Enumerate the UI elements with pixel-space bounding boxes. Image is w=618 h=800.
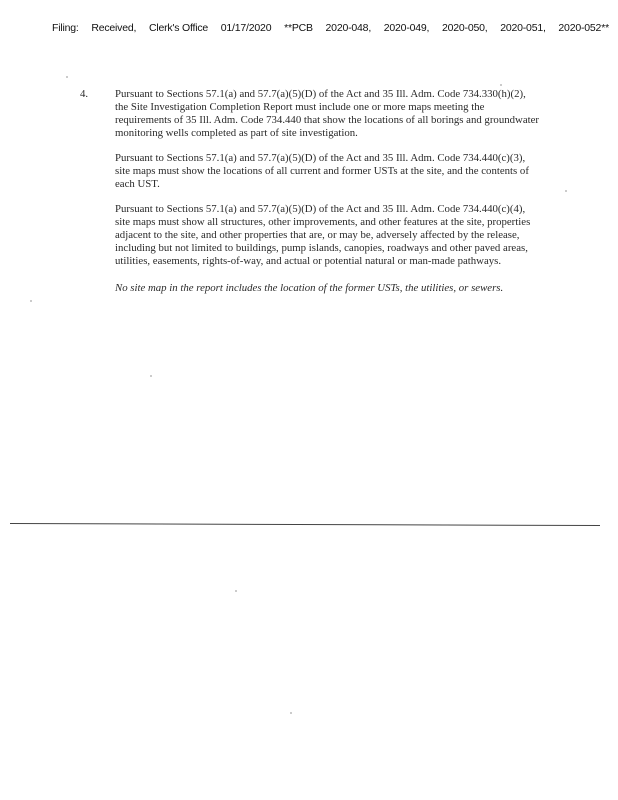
case-number: 2020-050, <box>441 22 488 34</box>
scan-speck <box>150 375 152 377</box>
scan-speck <box>290 712 292 714</box>
scan-speck <box>235 590 237 592</box>
filing-stamp-header <box>52 22 609 34</box>
filing-label: Filing: <box>52 22 79 34</box>
scan-speck <box>66 76 68 78</box>
case-number: 2020-052** <box>558 22 609 34</box>
clerks-office-label: Clerk's Office <box>148 22 209 34</box>
case-number: 2020-049, <box>383 22 430 34</box>
horizontal-rule <box>10 523 600 526</box>
paragraph-borings-map: Pursuant to Sections 57.1(a) and 57.7(a)(5)(D) of the Act and 35 Ill. Adm. Code 734.330(h)(2), the Site Investigation Completion Report must include one or more maps meeting the requirements of 35 Ill. Adm. Code 734.440 that show the locations of all borings and groundwater monitoring wells completed as part of site investigation. <box>115 88 539 139</box>
scan-speck <box>565 190 567 192</box>
finding-statement: No site map in the report includes the location of the former USTs, the utilities, or sewers. <box>115 282 504 294</box>
paragraph-ust-locations: Pursuant to Sections 57.1(a) and 57.7(a)(5)(D) of the Act and 35 Ill. Adm. Code 734.440(c)(3), site maps must show the locations of all current and former USTs at the site, and the contents of each UST. <box>115 152 529 190</box>
pcb-label: **PCB <box>284 22 313 34</box>
item-number: 4. <box>80 88 89 100</box>
numbered-item <box>80 88 540 295</box>
filing-date: 01/17/2020 <box>220 22 272 34</box>
case-number: 2020-048, <box>325 22 372 34</box>
scan-speck <box>30 300 32 302</box>
paragraph-site-features: Pursuant to Sections 57.1(a) and 57.7(a)(5)(D) of the Act and 35 Ill. Adm. Code 734.440(c)(4), site maps must show all structures, other improvements, and other features at the site, properties adjacent to the site, and other properties that are, or may be, adversely affected by the release, including but not limited to buildings, pump islands, canopies, roadways and other paved areas, utilities, easements, rights-of-way, and actual or potential natural or man-made pathways. <box>115 203 531 267</box>
scan-speck <box>500 84 502 86</box>
case-number: 2020-051, <box>500 22 546 34</box>
received-label: Received, <box>91 22 137 34</box>
